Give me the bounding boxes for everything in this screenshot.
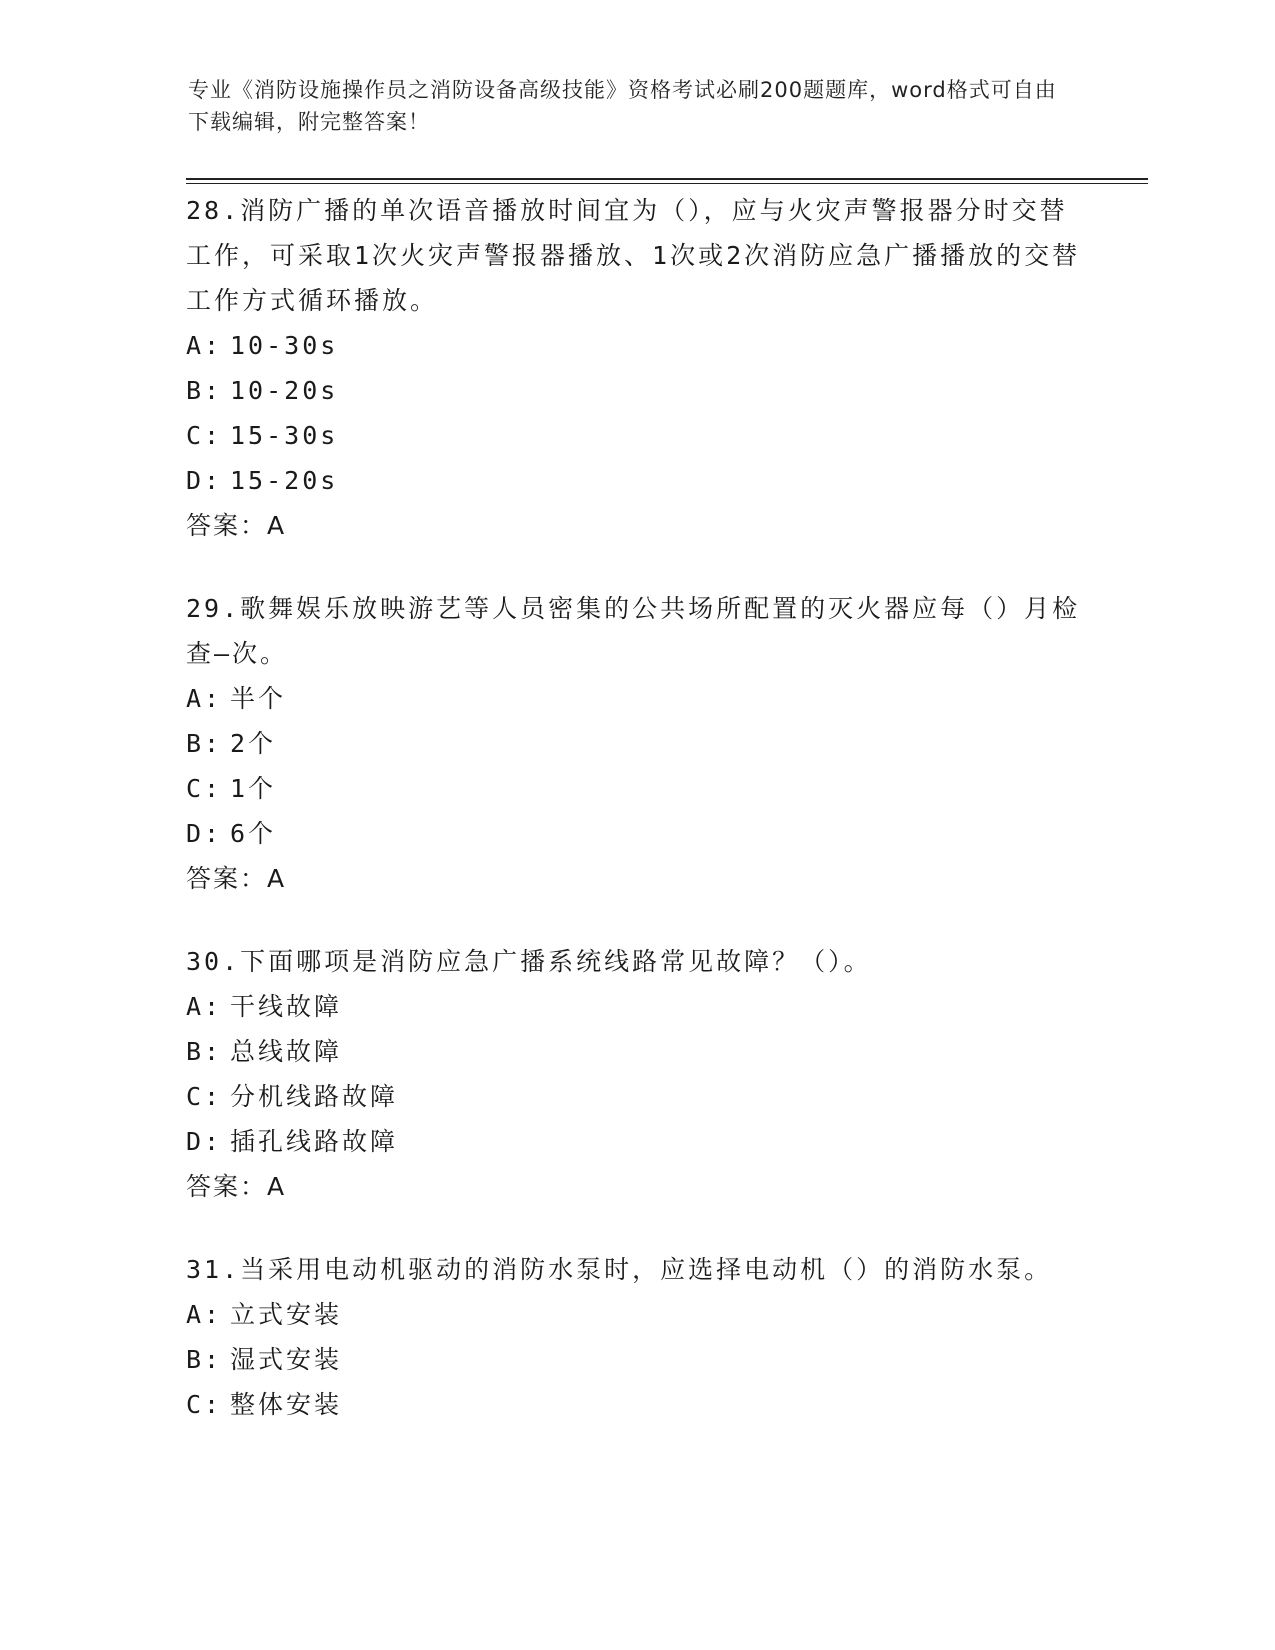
option-text: 6个 <box>230 819 277 848</box>
document-header <box>188 74 1068 138</box>
question-list <box>186 188 1086 1465</box>
option-letter: C: <box>186 421 223 450</box>
option-b <box>186 1337 1086 1382</box>
option-letter: C: <box>186 1082 223 1111</box>
answer-line: 答案：A <box>186 511 287 540</box>
option-letter: B: <box>186 1037 223 1066</box>
option-text: 湿式安装 <box>230 1345 343 1374</box>
option-text: 分机线路故障 <box>230 1082 399 1111</box>
answer-line: 答案：A <box>186 1172 287 1201</box>
option-letter: A: <box>186 331 223 360</box>
option-a <box>186 323 1086 368</box>
option-text: 10-20s <box>230 376 339 405</box>
question-stem: 30.下面哪项是消防应急广播系统线路常见故障？（）。 <box>186 947 872 976</box>
option-d <box>186 458 1086 503</box>
option-letter: B: <box>186 376 223 405</box>
question-29 <box>186 586 1086 901</box>
option-text: 半个 <box>230 684 287 713</box>
option-letter: D: <box>186 819 223 848</box>
option-a <box>186 676 1086 721</box>
option-b <box>186 1029 1086 1074</box>
option-letter: A: <box>186 1300 223 1329</box>
option-text: 15-30s <box>230 421 339 450</box>
option-d <box>186 811 1086 856</box>
option-text: 10-30s <box>230 331 339 360</box>
question-stem: 28.消防广播的单次语音播放时间宜为（），应与火灾声警报器分时交替工作，可采取1次火灾声警报器播放、1次或2次消防应急广播播放的交替工作方式循环播放。 <box>186 196 1081 315</box>
question-30 <box>186 939 1086 1209</box>
option-letter: C: <box>186 1390 223 1419</box>
option-b <box>186 368 1086 413</box>
option-c <box>186 766 1086 811</box>
option-text: 立式安装 <box>230 1300 343 1329</box>
option-letter: D: <box>186 466 223 495</box>
option-text: 1个 <box>230 774 277 803</box>
document-title: 专业《消防设施操作员之消防设备高级技能》资格考试必刷200题题库，word格式可自由下载编辑，附完整答案！ <box>188 78 1057 134</box>
option-letter: A: <box>186 992 223 1021</box>
option-b <box>186 721 1086 766</box>
option-letter: C: <box>186 774 223 803</box>
header-divider-thin <box>186 183 1148 184</box>
option-text: 整体安装 <box>230 1390 343 1419</box>
option-letter: A: <box>186 684 223 713</box>
option-text: 15-20s <box>230 466 339 495</box>
option-letter: B: <box>186 729 223 758</box>
option-a <box>186 984 1086 1029</box>
option-c <box>186 1074 1086 1119</box>
question-stem: 31.当采用电动机驱动的消防水泵时，应选择电动机（）的消防水泵。 <box>186 1255 1053 1284</box>
option-a <box>186 1292 1086 1337</box>
question-stem: 29.歌舞娱乐放映游艺等人员密集的公共场所配置的灭火器应每（）月检查—次。 <box>186 594 1081 668</box>
question-28 <box>186 188 1086 548</box>
option-text: 总线故障 <box>230 1037 343 1066</box>
option-text: 2个 <box>230 729 277 758</box>
answer-line: 答案：A <box>186 864 287 893</box>
option-letter: D: <box>186 1127 223 1156</box>
option-text: 干线故障 <box>230 992 343 1021</box>
header-divider-thick <box>186 178 1148 180</box>
option-c <box>186 413 1086 458</box>
option-c <box>186 1382 1086 1427</box>
option-d <box>186 1119 1086 1164</box>
option-letter: B: <box>186 1345 223 1374</box>
option-text: 插孔线路故障 <box>230 1127 399 1156</box>
question-31 <box>186 1247 1086 1427</box>
